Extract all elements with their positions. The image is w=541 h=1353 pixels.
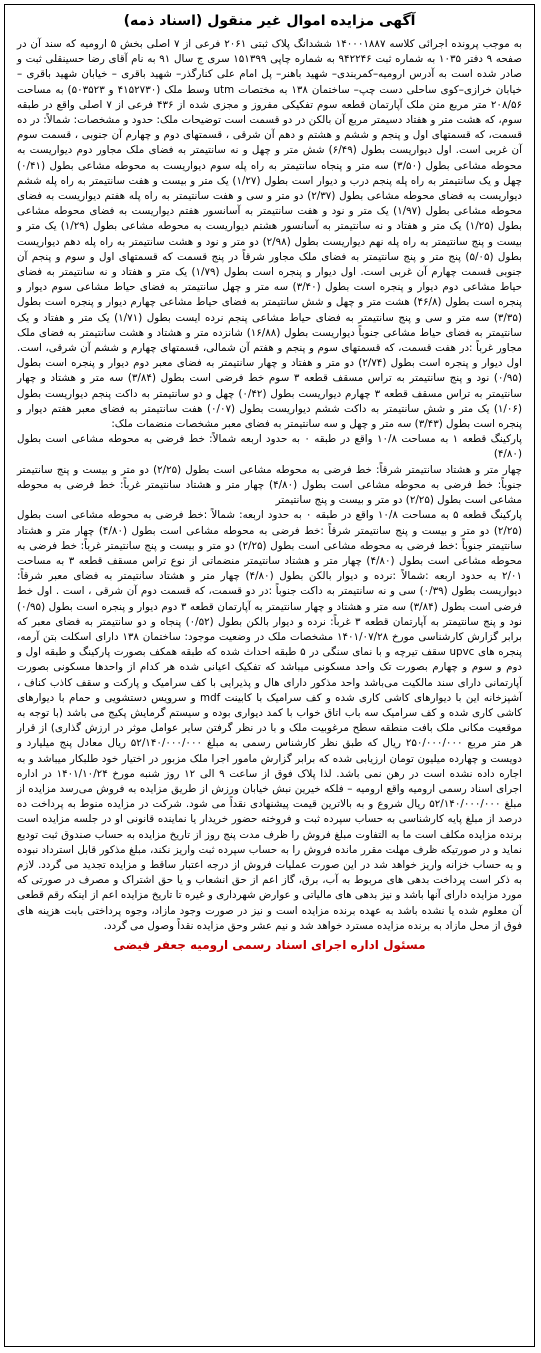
signature: مسئول اداره اجرای اسناد رسمی ارومیه جعفر فیضی: [113, 937, 426, 952]
notice-title: آگهی مزایده اموال غیر منقول (اسناد ذمه): [123, 13, 416, 29]
notice-body: [5, 37, 534, 934]
notice-frame: [4, 4, 535, 1347]
paragraph-parking-1-bounds: چهار متر و هشتاد سانتیمتر شرقاً: خط فرضی به محوطه مشاعی است بطول (۲/۲۵) دو متر و بیست و پنج سانتیمتر جنوباً: خط فرضی به محوطه مشاعی است بطول (۴/۸۰) چهار متر و هشتاد سانتیمتر غرباً: خط فرضی به محوطه مشاعی است بطول (۲/۲۵) دو متر و بیست و پنج سانتیمتر: [17, 463, 522, 507]
paragraph-main: به موجب پرونده اجرائی کلاسه ۱۴۰۰۰۱۸۸۷ ششدانگ پلاک ثبتی ۲۰۶۱ فرعی از ۷ اصلی بخش ۵ ارومیه که سند آن در صفحه ۹ دفتر ۱۰۳۵ به شماره ثبت ۹۴۲۲۴۶ به شماره چاپی ۱۵۱۳۹۹ سری ج سال ۹۱ به نام آقای رضا حسینقلی ثبت و صادر شده است به آدرس ارومیه–کمربندی– شهید باهنر– پل امام علی کنارگذر– شهید باقری – خیابان شهید باقری – خیابان خرازی–کوی ساحلی دست چپ– ساختمان ۱۳۸ به مختصات utm وسط ملک (۴۱۵۲۷۳۰ و ۵۰۳۵۲۳) به مساحت ۲۰۸/۵۶ متر مربع متن ملک آپارتمان قطعه سوم تفکیکی مفروز و مجزی شده از ۴۳۶ فرعی از ۷ اصلی واقع در طبقه سوم، که هشت متر و هفتاد دسیمتر مربع آن بالکن در دو قسمت است توضیحات ملک: حدود و مشخصات: شمالاً: در ده قسمت، که قسمتهای اول و پنجم و ششم و هشتم و دهم آن شرقی ، قسمتهای دوم و چهارم آن جنوبی ، قسمت سوم آن غربی است. اول دیواریست بطول (۶/۴۹) شش متر و چهل و نه سانتیمتر به فضای ملک مجاور دوم دیواریست به محوطه مشاعی بطول (۳/۵۰) سه متر و پنجاه سانتیمتر به راه پله سوم دیواریست به محوطه مشاعی بطول (۰/۴۱) چهل و یک سانتیمتر به راه پله پنجم درب و دیوار است بطول (۱/۲۷) یک متر و بیست و هفت سانتیمتر به راه پله ششم دیواریست به فضای محوطه مشاعی بطول (۲/۳۷) دو متر و سی و هفت سانتیمتر به راه پله هفتم دیواریست به فضای محوطه مشاعی بطول (۱/۹۷) یک متر و نود و هفت سانتیمتر به آسانسور هفتم دیواریست به فضای محوطه مشاعی بطول (۱/۲۵) یک متر و هفتاد و نه سانتیمتر به آسانسور هشتم دیواریست به محوطه مشاعی بطول (۱/۲۹) یک متر و بیست و پنج سانتیمتر به راه پله نهم دیواریست بطول (۲/۹۸) دو متر و نود و هشت سانتیمتر به راه پله دهم دیواریست بطول (۵/۰۵) پنج متر و پنج سانتیمتر به فضای ملک مجاور شرقاً در پنج قسمت که قسمتهای اول و سوم و پنجم آن جنوبی قسمت چهارم آن غربی است. اول دیوار و پنجره است بطول (۱/۷۹) یک متر و هفتاد و نه سانتیمتر به فضای حیاط مشاعی دوم دیوار و پنجره است بطول (۳/۴۰) سه متر و چهل سانتیمتر به فضای حیاط مشاعی سوم دیوار و پنجره است بطول (۴۶/۸) هشت متر و چهل و شش سانتیمتر به فضای حیاط مشاعی چهارم دیوار و پنجره است بطول (۳/۳۵) سه متر و سی و پنج سانتیمتر به فضای حیاط مشاعی پنجم نرده ایست بطول (۱/۷۱) یک متر و هفتاد و یک سانتیمتر به فضای حیاط مشاعی جنوباً دیواریست بطول (۱۶/۸۸) شانزده متر و هشتاد و هشت سانتیمتر به فضای ملک مجاور غرباً :در هفت قسمت، که قسمتهای سوم و پنجم و هفتم آن شمالی، قسمتهای چهارم و ششم آن شرقی، است. اول دیوار و پنجره است بطول (۲/۷۴) دو متر و هفتاد و چهار سانتیمتر به فضای معبر دوم دیوار و پنجره است بطول (۰/۹۵) نود و پنج سانتیمتر به تراس مسقف قطعه ۳ سوم خط فرضی است بطول (۳/۸۴) سه متر و هشتاد و چهار سانتیمتر به تراس مسقف قطعه ۳ چهارم دیواریست بطول (۰/۴۲) چهل و دو سانتیمتر به داکت پنجم دیواریست بطول (۱/۰۶) یک متر و شش سانتیمتر به داکت ششم دیواریست بطول (۰/۰۷) هفت سانتیمتر به فضای معبر هفتم دیوار و پنجره است بطول (۳/۴۳) سه متر و چهل و سه سانتیمتر به فضای معبر مشخصات منضمات ملک:: [17, 38, 523, 431]
paragraph-parking-1: پارکینگ قطعه ۱ به مساحت ۱۰/۸ واقع در طبقه ۰ به حدود اربعه شمالاً: خط فرضی به محوطه مشاعی است بطول (۴/۸۰): [17, 433, 522, 461]
paragraph-parking-5-and-auction-terms: پارکینگ قطعه ۵ به مساحت ۱۰/۸ واقع در طبقه ۰ به حدود اربعه: شمالاً :خط فرضی به محوطه مشاعی است بطول (۲/۲۵) دو متر و بیست و پنج سانتیمتر شرقاً :خط فرضی به محوطه مشاعی است بطول (۴/۸۰) چهار متر و هشتاد سانتیمتر جنوباً :خط فرضی به محوطه مشاعی است بطول (۲/۲۵) دو متر و بیست و پنج سانتیمتر غرباً: خط فرضی به محوطه مشاعی است بطول (۴/۸۰) چهار متر و هشتاد سانتیمتر منضماتی از نوع تراس مسقف قطعه ۳ به مساحت ۲/۰۱ به حدود اربعه :شمالاً :نرده و دیوار بالکن بطول (۴/۸۰) چهار متر و هشتاد سانتیمتر به فضای معبر شرقاً: دیواریست بطول (۰/۳۹) سی و نه سانتیمتر به داکت جنوباً :در دو قسمت، که قسمت دوم آن شرقی ، است . اول خط فرضی است بطول (۳/۸۴) سه متر و هشتاد و چهار سانتیمتر به آپارتمان قطعه ۳ دوم دیوار و پنجره است بطول (۰/۹۵) نود و پنج سانتیمتر به آپارتمان قطعه ۳ غرباً: نرده و دیوار بالکن بطول (۰/۵۲) پنجاه و دو سانتیمتر به فضای معبر که برابر گزارش کارشناسی مورخ ۱۴۰۱/۰۷/۲۸ مشخصات ملک در وضعیت موجود: ساختمان ۱۳۸ دارای اسکلت بتن آرمه، پنجره های upvc سقف تیرچه و با نمای سنگی در ۵ طبقه احداث شده که طبقه همکف بصورت پارکینگ و طبقه اول و دوم و سوم و چهارم بصورت تک واحد مسکونی میباشد که تفکیک اعیانی شده هر کدام از واحدها مسکونی بصورت آپارتمانی دارای سند مالکیت می‌باشد واحد مذکور دارای هال و پذیرایی با کف سرامیک و پارکت و سقف کاذب کناف ، آشپزخانه این با دیوارهای کاشی کاری شده و کف سرامیک با کابینت mdf و سرویس دستشویی و حمام با دیوارهای کاشی کاری شده و کف سرامیک سه باب اتاق خواب با کمد دیواری بوده و سیستم گرمایش پکیج می باشد (با توجه به موقعیت مکانی ملک بافت منطقه سطح مرغوبیت ملک و با در نظر گرفتن سایر عوامل موثر در ارزش گذاری) از قرار هر متر مربع ۲۵۰/۰۰۰/۰۰۰ ریال که طبق نظر کارشناس رسمی به مبلغ ۵۲/۱۴۰/۰۰۰/۰۰۰ ریال معادل پنج میلیارد و دویست و چهارده میلیون تومان ارزیابی شده که برابر گزارش مامور اجرا ملک مزبور در اختیار خود طلبکار میباشد و به اجاره داده نشده است در رهن نمی باشد. لذا پلاک فوق از ساعت ۹ الی ۱۲ روز شنبه مورخ ۱۴۰۱/۱۰/۲۴ در اداره اجرای اسناد رسمی ارومیه واقع ارومیه – فلکه خیرین نبش خیابان ورزش از طریق مزایده به فروش می‌رسد مزایده از مبلغ ۵۲/۱۴۰/۰۰۰/۰۰۰ ریال شروع و به بالاترین قیمت پیشنهادی نقداً می شود. شرکت در مزایده منوط به پرداخت ده درصد از مبلغ پایه کارشناسی به حساب سپرده ثبت و فروخته حضور خریدار یا نماینده قانونی او در جلسه مزایده است برنده مزایده مکلف است ما به التفاوت مبلغ فروش را ظرف مدت پنج روز از تاریخ مزایده به حساب صندوق ثبت تودیع نماید و در صورتیکه ظرف مهلت مقرر مانده فروش را به حساب سپرده ثبت واریز نکند، مبلغ مذکور قابل استرداد نبوده و به حساب خزانه واریز خواهد شد در این صورت عملیات فروش از درجه اعتبار ساقط و مزایده تجدید می گردد. لازم به ذکر است پرداخت بدهی های مربوط به آب، برق، گاز اعم از حق انشعاب و یا حق اشتراک و مصرف در صورتی که مورد مزایده دارای آنها باشد و نیز بدهی های مالیاتی و عوارض شهرداری و غیره تا تاریخ مزایده اعم از اینکه رقم قطعی آن معلوم شده یا نشده باشد به عهده برنده مزایده است و نیز در صورت وجود مازاد، وجوه پرداختی بابت هزینه های فوق از محل مازاد به برنده مزایده مسترد خواهد شد و نیم عشر وحق مزایده نقداً وصول می گردد.: [17, 509, 523, 932]
